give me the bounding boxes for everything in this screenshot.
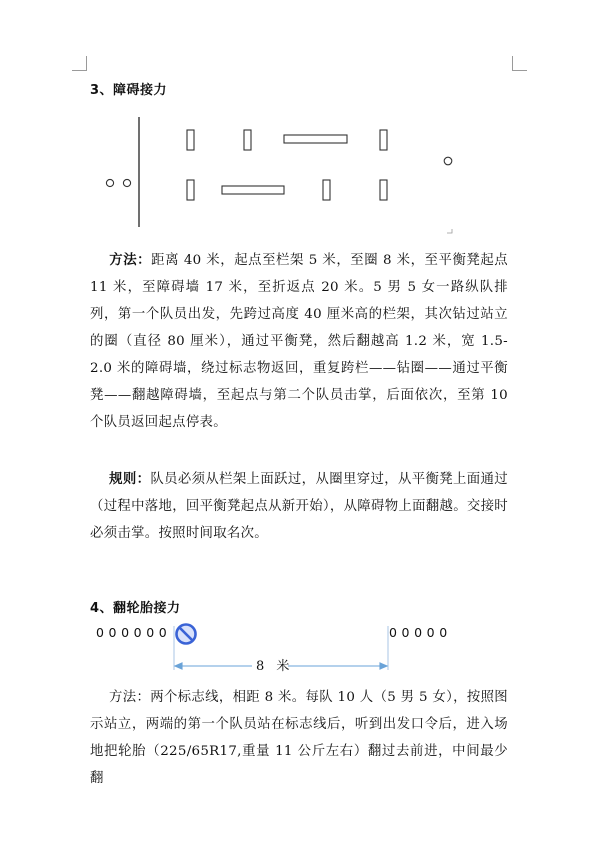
obstacle-relay-rules: 规则：队员必须从栏架上面跃过，从圈里穿过，从平衡凳上面通过（过程中落地，回平衡凳起点从新开始），从障碍物上面翻越。交接时必须击掌。按照时间取名次。 bbox=[90, 472, 508, 541]
wall-marker bbox=[380, 130, 387, 150]
section-heading-obstacle-relay: 3、障碍接力 bbox=[90, 83, 168, 98]
obstacle-relay-method: 方法：距离 40 米，起点至栏架 5 米，至圈 8 米，至平衡凳起点 11 米，至障碍墙 17 米，至折返点 20 米。5 男 5 女一路纵队排列，第一个队员出发，先跨过高度 40 厘米高的栏架，其次钻过站立的圈（直径 80 厘米），通过平衡凳，然后翻越高 1.2 米，宽 1.5-2.0 米的障碍墙，绕过标志物返回，重复跨栏——钻圈——通过平衡凳——翻越障碍墙，至起点与第二个队员击掌，后面依次，至第 10 个队员返回起点停表。 bbox=[90, 253, 509, 430]
turnaround-marker bbox=[444, 157, 452, 165]
section-heading-tire-relay: 4、翻轮胎接力 bbox=[90, 601, 181, 616]
team-left-markers: 000000 bbox=[96, 625, 172, 640]
hoop-marker bbox=[323, 180, 330, 200]
runner-marker bbox=[123, 179, 130, 186]
balance-beam-marker bbox=[284, 135, 347, 143]
tire-icon bbox=[177, 625, 196, 644]
hurdle-marker bbox=[187, 130, 194, 150]
hurdle-marker bbox=[187, 180, 194, 200]
balance-beam-marker bbox=[222, 186, 284, 194]
tire-relay-method: 方法：两个标志线，相距 8 米。每队 10 人（5 男 5 女），按照图示站立，两端的第一个队员站在标志线后，听到出发口令后，进入场地把轮胎（225/65R17,重量 11 公斤左右）翻过去前进，中间最少翻 bbox=[90, 690, 508, 786]
distance-label: 8 米 bbox=[256, 659, 294, 674]
wall-marker bbox=[380, 180, 387, 200]
team-right-markers: 00000 bbox=[389, 625, 452, 640]
return-mark bbox=[447, 229, 452, 233]
hoop-marker bbox=[244, 130, 251, 150]
runner-marker bbox=[106, 179, 113, 186]
